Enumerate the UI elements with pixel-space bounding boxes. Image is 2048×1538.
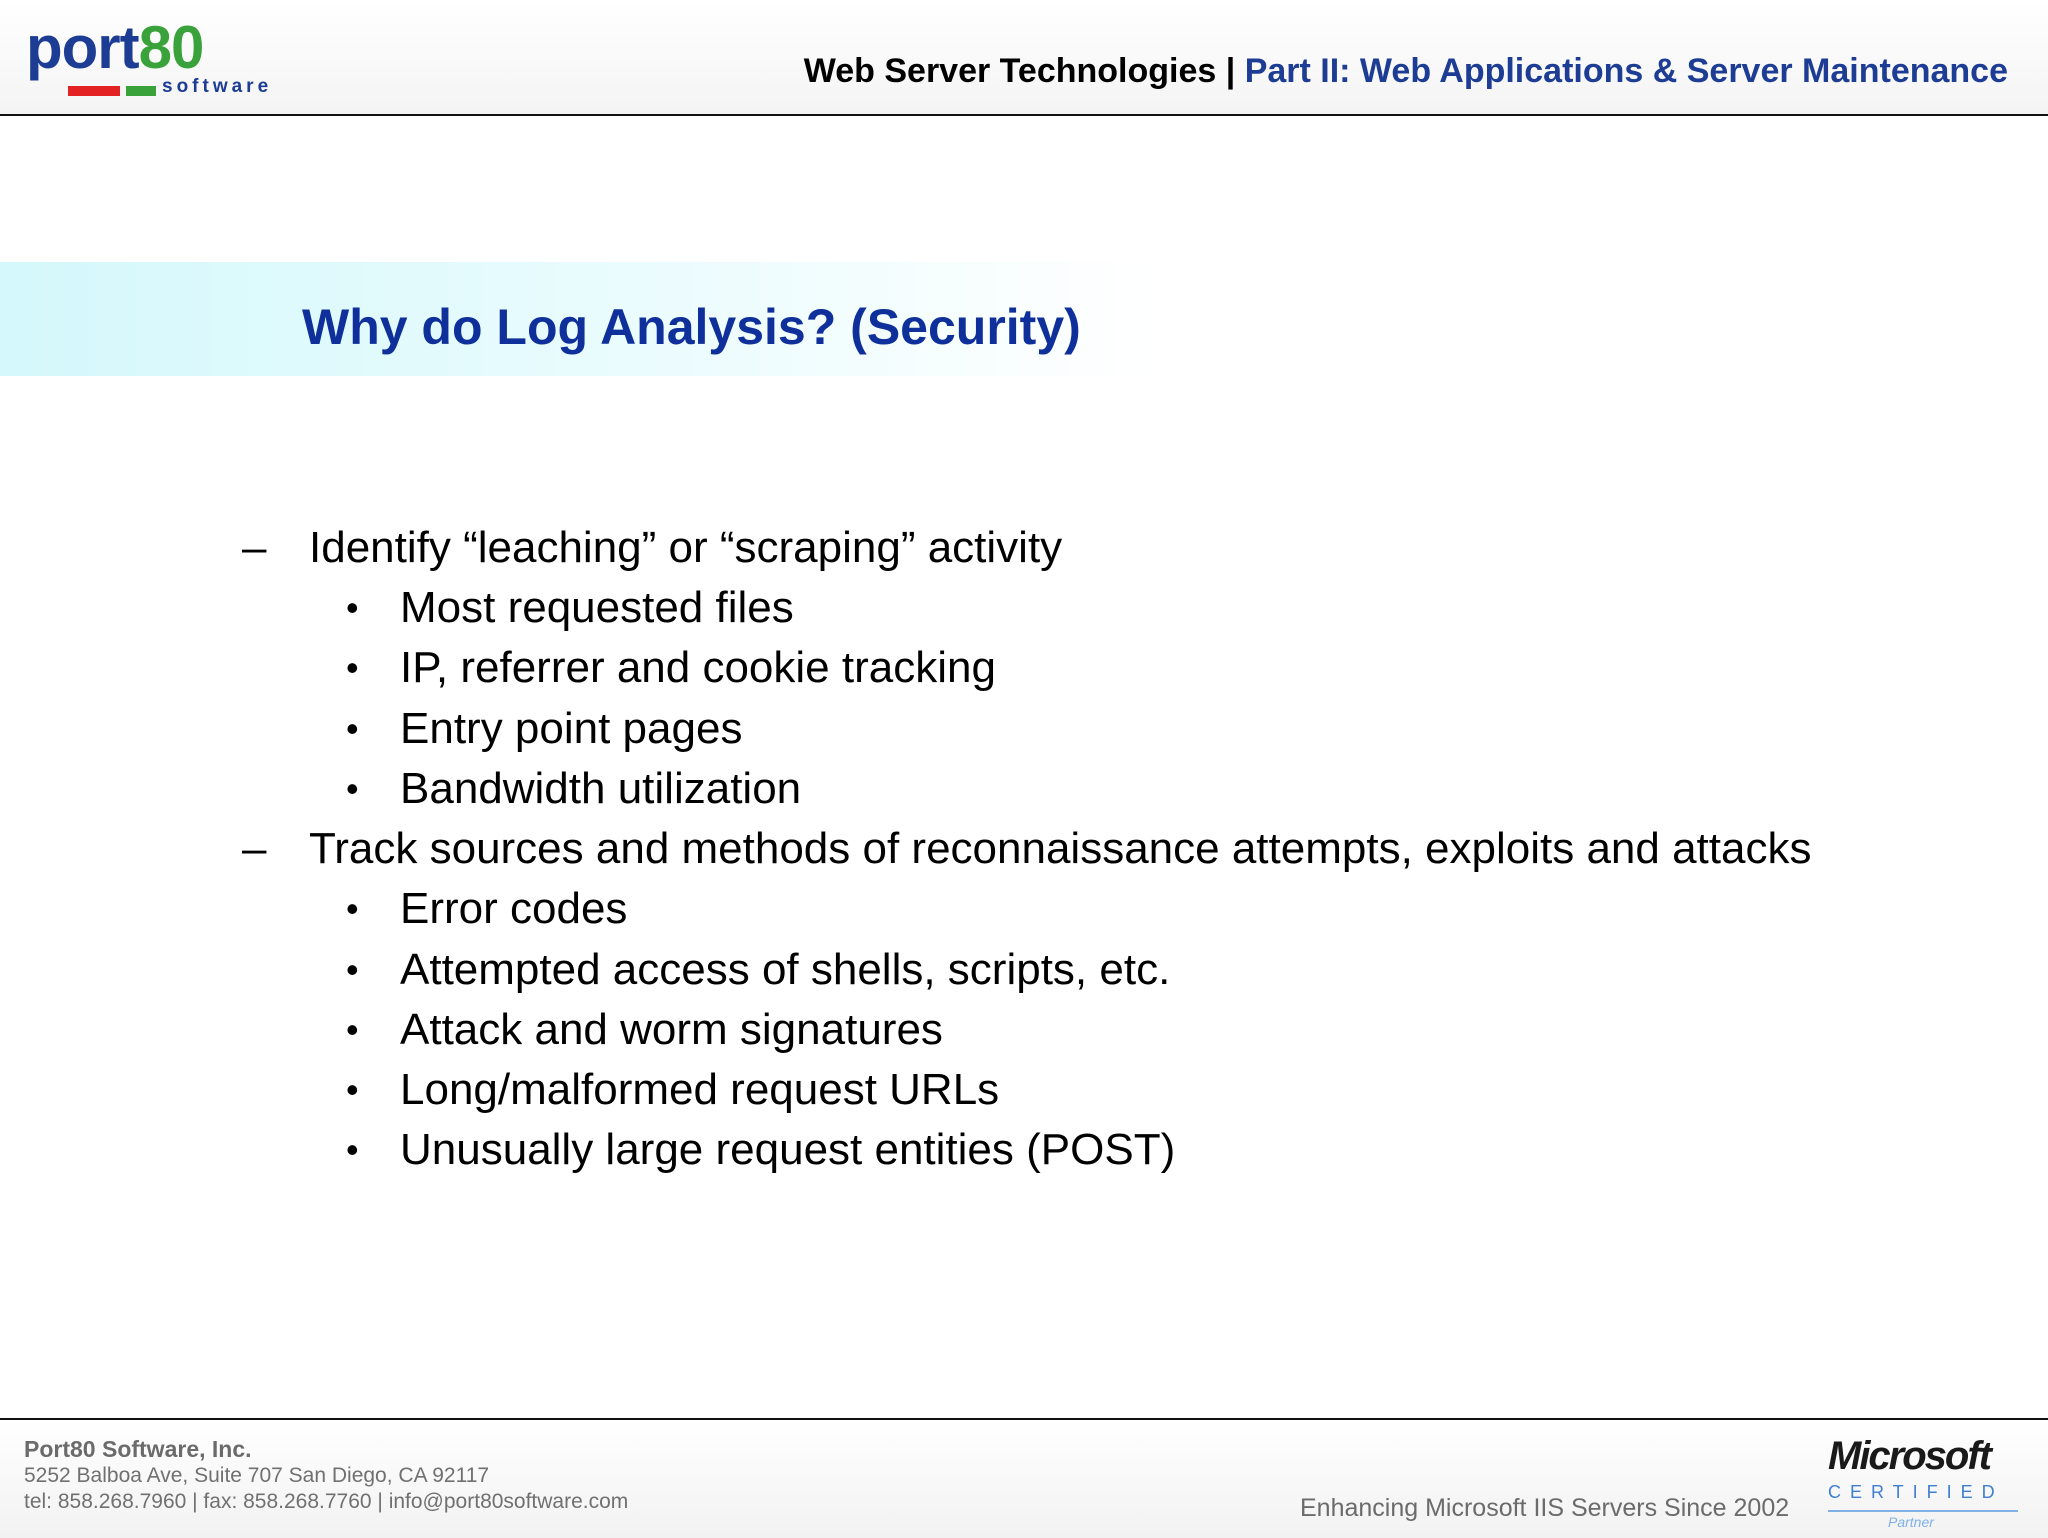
company-contact: tel: 858.268.7960 | fax: 858.268.7760 | info@port80software.com (24, 1490, 629, 1513)
list-item-text: Attack and worm signatures (400, 1005, 943, 1054)
slide-footer (0, 1418, 2048, 1538)
part-title: Part II: Web Applications & Server Maintenance (1244, 52, 2008, 90)
list-item-text: Long/malformed request URLs (400, 1065, 1000, 1114)
logo-word: port (26, 14, 139, 81)
partner-label: Partner (1888, 1514, 1934, 1530)
company-name: Port80 Software, Inc. (24, 1436, 252, 1462)
logo-red-bar (68, 86, 120, 96)
badge-divider (1828, 1510, 2018, 1512)
bullet-marker: • (346, 708, 359, 749)
logo-green-bar (126, 86, 156, 96)
header-title (804, 52, 2008, 91)
list-item-text: Bandwidth utilization (400, 764, 802, 813)
port80-logo (26, 14, 276, 98)
dash-marker: – (242, 824, 267, 873)
list-item-text: Attempted access of shells, scripts, etc. (400, 945, 1171, 994)
footer-tagline: Enhancing Microsoft IIS Servers Since 2002 (1300, 1494, 1790, 1522)
list-item-text: Track sources and methods of reconnaissance attempts, exploits and attacks (309, 824, 1812, 873)
bullet-marker: • (346, 1009, 359, 1050)
slide-header (0, 0, 2048, 116)
list-item-text: Entry point pages (400, 704, 743, 753)
bullet-marker: • (346, 1069, 359, 1110)
bullet-marker: • (346, 587, 359, 628)
bullet-marker: • (346, 1129, 359, 1170)
list-item-text: Error codes (400, 884, 628, 933)
bullet-marker: • (346, 647, 359, 688)
certified-label: CERTIFIED (1828, 1482, 2004, 1502)
bullet-marker: • (346, 888, 359, 929)
logo-subtitle: software (162, 76, 273, 97)
logo-wordmark (26, 14, 204, 81)
list-item-text: Most requested files (400, 583, 794, 632)
microsoft-wordmark: Microsoft (1828, 1434, 1990, 1478)
microsoft-certified-partner-logo (1824, 1434, 2024, 1534)
dash-marker: – (242, 523, 267, 572)
list-item-text: Identify “leaching” or “scraping” activity (309, 523, 1063, 572)
bullet-marker: • (346, 768, 359, 809)
logo-number: 80 (138, 14, 204, 81)
bullet-marker: • (346, 949, 359, 990)
course-title: Web Server Technologies | (803, 52, 1245, 90)
list-item-text: IP, referrer and cookie tracking (400, 643, 996, 692)
slide-title: Why do Log Analysis? (Security) (302, 299, 1081, 355)
company-address: 5252 Balboa Ave, Suite 707 San Diego, CA 92117 (24, 1464, 490, 1487)
list-item-text: Unusually large request entities (POST) (400, 1125, 1176, 1174)
